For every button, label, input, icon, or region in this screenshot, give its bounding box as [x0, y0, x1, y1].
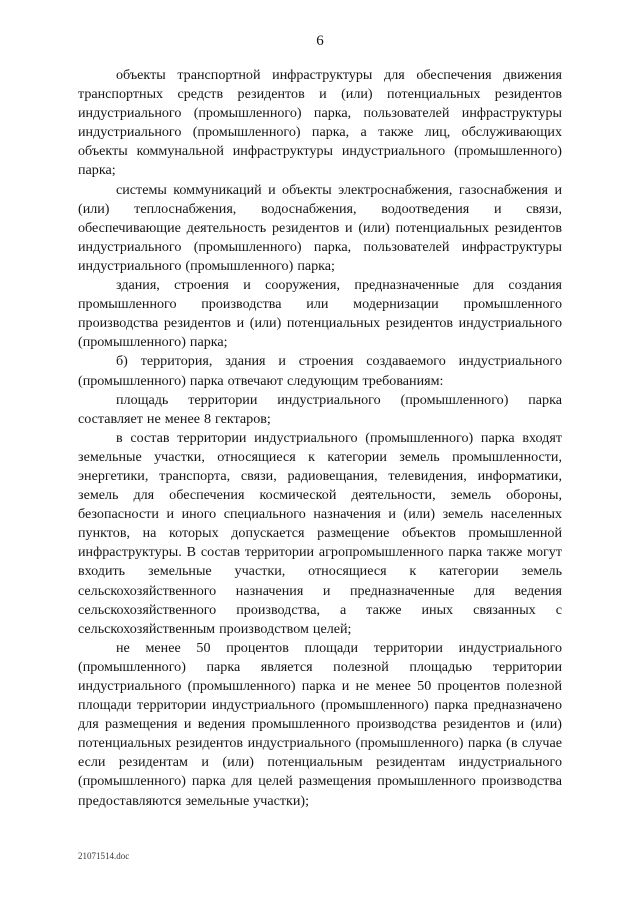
page-number: 6: [316, 33, 324, 49]
paragraph-requirements-intro: б) территория, здания и строения создаваемого индустриального (промышленного) парка отвечают следующим требованиям:: [78, 353, 562, 389]
paragraph-buildings: здания, строения и сооружения, предназначенные для создания промышленного производства или модернизации промышленного производства резидентов и (или) потенциальных резидентов индустриального (промышленного) парка;: [78, 277, 562, 351]
document-body: [78, 66, 562, 811]
paragraph-communication-systems: системы коммуникаций и объекты электроснабжения, газоснабжения и (или) теплоснабжения, водоснабжения, водоотведения и связи, обеспечивающие деятельность резидентов и (или) потенциальных резидентов индустриального (промышленного) парка, пользователей инфраструктуры индустриального (промышленного) парка;: [78, 181, 562, 274]
paragraph-transport-infrastructure: объекты транспортной инфраструктуры для обеспечения движения транспортных средств резидентов и (или) потенциальных резидентов индустриального (промышленного) парка, пользователей инфраструктуры индустриального (промышленного) парка, а также лиц, обслуживающих объекты коммунальной инфраструктуры индустриального (промышленного) парка;: [78, 67, 562, 179]
paragraph-useful-area: не менее 50 процентов площади территории индустриального (промышленного) парка является полезной площадью территории индустриального (промышленного) парка и не менее 50 процентов полезной площади территории индустриального (промышленного) парка предназначено для размещения и ведения промышленного производства резидентов и (или) потенциальных резидентов индустриального (промышленного) парка (в случае если резидентам и (или) потенциальным резидентам индустриального (промышленного) парка для целей размещения промышленного производства предоставляются земельные участки);: [78, 639, 562, 809]
paragraph-land-composition: в состав территории индустриального (промышленного) парка входят земельные участки, относящиеся к категории земель промышленности, энергетики, транспорта, связи, радиовещания, телевидения, информатики, земель для обеспечения космической деятельности, земель обороны, безопасности и иного специального назначения и (или) земель населенных пунктов, на которых допускается размещение объектов промышленной инфраструктуры. В состав территории агропромышленного парка также могут входить земельные участки, относящиеся к категории земель сельскохозяйственного назначения и предназначенные для ведения сельскохозяйственного производства, а также иных связанных с сельскохозяйственным производством целей;: [78, 429, 562, 637]
file-name-footer: 21071514.doc: [78, 851, 130, 861]
paragraph-area-requirement: площадь территории индустриального (промышленного) парка составляет не менее 8 гектаров;: [78, 391, 562, 427]
